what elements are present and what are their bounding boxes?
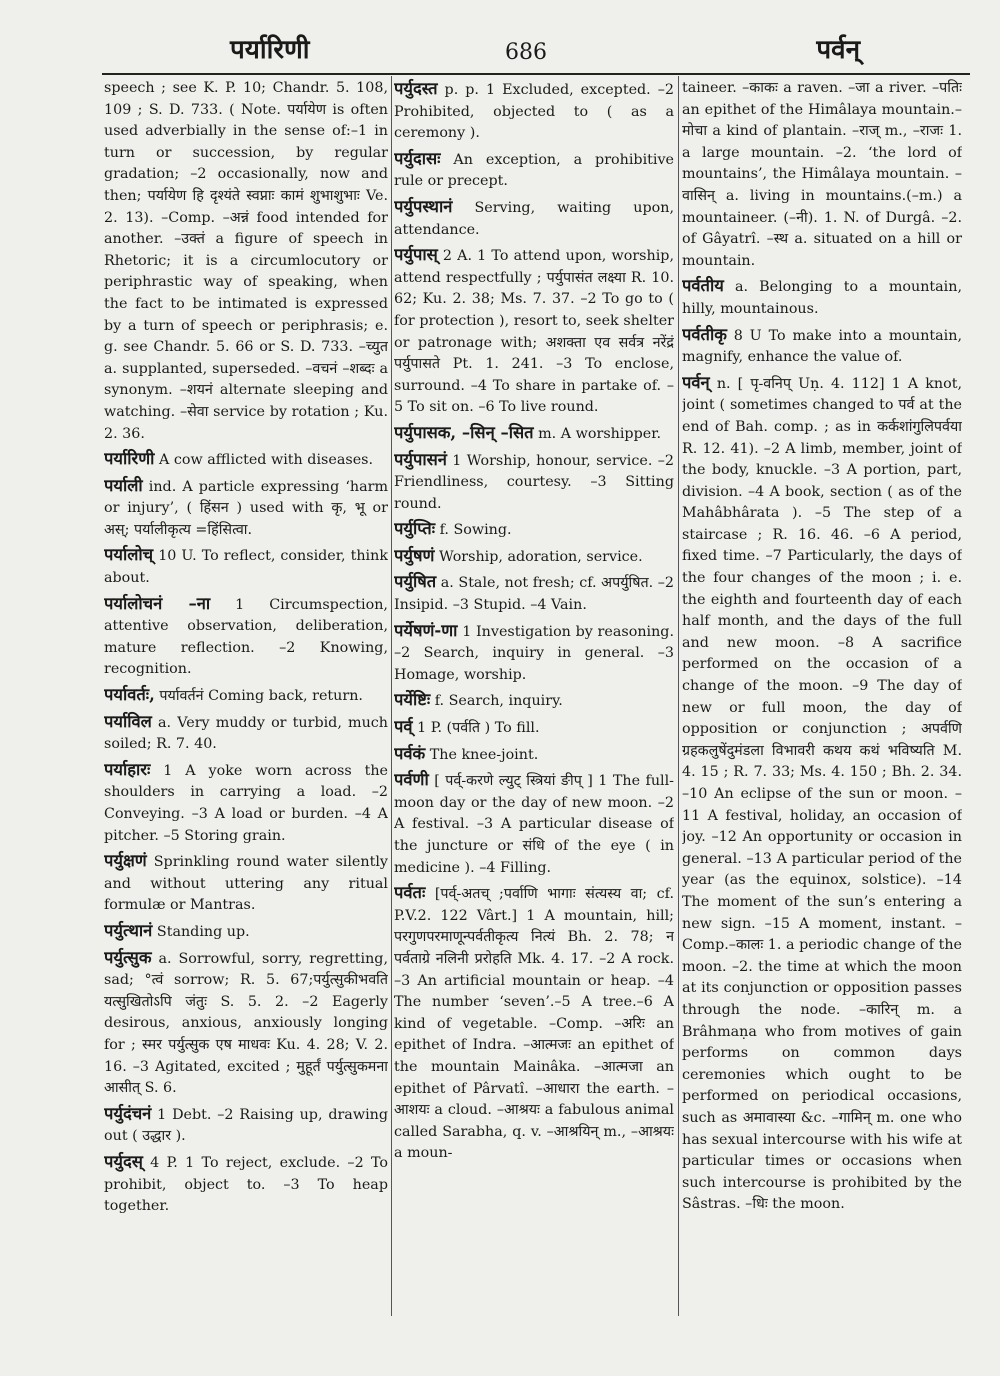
entry-definition: n. [ पृ-वनिप् Uṇ. 4. 112] 1 A knot, joint ( sometimes changed to पर्व at the end of Bah. comp. ; as in कर्कशांगुलिपर्वया R. 12. 41). –2 A limb, member, joint of the body, knuckle. –3 A portion, part, division. –4 A book, section ( as of the Mahâbhârata ). –5 The step of a staircase ; R. 16. 46. –6 A period, fixed time. –7 Particularly, the days of the four changes of the moon ; i. e. the eighth and fourteenth day of each half month, and the days of the full and new moon. –8 A sacrifice performed on the occasion of a change of the moon. –9 The day of new or full moon, the day of opposition or conjunction ; अपर्वणि ग्रहकलुषेंदुमंडला विभावरी कथय कथं भविष्यति M. 4. 15 ; R. 7. 33; Ms. 4. 150 ; Bh. 2. 34. –10 An eclipse of the sun or moon. –11 A festival, holiday, an occasion of joy. –12 An opportunity or occasion in general. –13 A particular period of the year (as the equinox, solstice). –14 The moment of the sun’s entering a new sign. –15 A moment, instant. –Comp.–कालः 1. a periodic change of the moon. –2. the time at which the moon at its conjunction or opposition passes through the node. –कारिन् m. a Brâhmaṇa who from motives of gain performs on common days ceremonies which ought to be performed on periodical occasions, such as अमावास्या &c. –गामिन् m. one who has sexual intercourse with his wife at particular times or occasions when such intercourse is prohibited by the Sâstras. –धिः the moon.: [682, 375, 962, 1213]
dictionary-entry: [104, 448, 388, 472]
entry-definition: Standing up.: [156, 923, 250, 940]
entry-definition: ind. A particle expressing ‘harm or injury’, ( हिंसन ) used with कृ, भू or अस्; पर्यालीकृत्य =हिंसित्वा.: [104, 478, 388, 538]
entry-definition: An exception, a prohibitive rule or precept.: [394, 151, 674, 190]
column-left: [104, 78, 388, 1314]
entry-definition: 8 U To make into a mountain, magnify, enhance the value of.: [682, 327, 962, 366]
entry-headword: पर्युषित: [394, 572, 437, 592]
entry-definition: speech ; see K. P. 10; Chandr. 5. 108, 109 ; S. D. 733. ( Note. पर्यायेण is often used adverbially in the sense of:–1 in turn or succession, by regular gradation; –2 occasionally, now and then; पर्यायेण हि दृश्यंते स्वप्नाः कामं शुभाशुभाः Ve. 2. 13). –Comp. –अन्नं food intended for another. –उक्तं a figure of speech in Rhetoric; it is a circumlocutory or periphrastic way of speaking, when the fact to be intimated is expressed by a turn of speech or periphrasis; e. g. see Chandr. 5. 66 or S. D. 733. –च्युत a. supplanted, superseded. –वचनं –शब्दः a synonym. –शयनं alternate sleeping and watching. –सेवा service by rotation ; Ku. 2. 36.: [104, 80, 388, 442]
entry-definition: 1 Investigation by reasoning. –2 Search, inquiry in general. –3 Homage, worship.: [394, 623, 674, 683]
entry-headword: पर्यालोच्: [104, 545, 154, 565]
entry-definition: f. Search, inquiry.: [434, 693, 563, 710]
entry-continuation: [104, 78, 388, 445]
entry-headword: पर्वतीय: [682, 276, 724, 296]
dictionary-entry: [394, 571, 674, 616]
entry-headword: पर्युक्षणं: [104, 851, 147, 871]
entry-definition: 2 A. 1 To attend upon, worship, attend respectfully ; पर्युपासंत लक्ष्या R. 10. 62; Ku. 2. 38; Ms. 7. 37. –2 To go to ( for protection ), resort to, seek shelter or patronage with; अशक्ता एव सर्वत्र नरेंद्रं पर्युपासते Pt. 1. 241. –3 To enclose, surround. –4 To share in partake of. –5 To sit on. –6 To live round.: [394, 248, 674, 416]
dictionary-entry: [394, 449, 674, 516]
entry-definition: Serving, waiting upon, attendance.: [394, 199, 674, 238]
dictionary-entry: [104, 920, 388, 944]
entry-headword: पर्याली: [104, 475, 143, 495]
dictionary-entry: [394, 689, 674, 713]
entry-headword: पर्याहारः: [104, 759, 151, 779]
entry-definition: a. Stale, not fresh; cf. अपर्युषित. –2 Insipid. –3 Stupid. –4 Vain.: [394, 575, 674, 614]
entry-definition: m. A worshipper.: [538, 425, 662, 442]
entry-definition: [पर्व्-अतच् ;पर्वाणि भागाः संत्यस्य वा; cf. P.V.2. 122 Vârt.] 1 A mountain, hill; परगुणपरमाणून्पर्वतीकृत्य नित्यं Bh. 2. 78; न पर्वताग्रे नलिनी प्ररोहति Mk. 4. 17. –2 A rock. –3 An artificial mountain or heap. –4 The number ‘seven’.–5 A tree.–6 A kind of vegetable. –Comp. –अरिः an epithet of Indra. –आत्मजः an epithet of the mountain Mainâka. –आत्मजा an epithet of Pârvatî. –आधारा the earth. –आशयः a cloud. –आश्रयः a fabulous animal called Sarabha, q. v. –आश्रयिन् m., –आश्रयः a moun-: [394, 886, 674, 1162]
entry-headword: पर्युदंचनं: [104, 1103, 152, 1123]
entry-definition: a. Sorrowful, sorry, regretting, sad; °त्वं sorrow; R. 5. 67;पर्युत्सुकीभवति यत्सुखितोऽपि जंतुः S. 5. 2. –2 Eagerly desirous, anxious, anxiously longing for ; स्मर पर्युत्सुक एष माधवः Ku. 4. 28; V. 2. 16. –3 Agitated, excited ; मुहूर्तं पर्युत्सुकमना आसीत् S. 6.: [104, 950, 388, 1097]
entry-headword: पर्येषणं-णा: [394, 620, 458, 640]
entry-definition: 1 Worship, honour, service. –2 Friendliness, courtesy. –3 Sitting round.: [394, 452, 674, 512]
entry-headword: पर्व्: [394, 717, 413, 737]
column-divider: [678, 76, 679, 1316]
entry-headword: पर्युत्सुक: [104, 947, 152, 967]
entry-headword: पर्युषणं: [394, 545, 435, 565]
dictionary-entry: [394, 148, 674, 193]
entry-headword: पर्युपासक, –सिन् –सित: [394, 422, 534, 442]
dictionary-entry: [394, 518, 674, 542]
entry-definition: f. Sowing.: [439, 522, 512, 539]
entry-continuation: [682, 78, 962, 272]
entry-definition: 1 Circumspection, attentive observation, deliberation, mature reflection. –2 Knowing, recognition.: [104, 596, 388, 678]
entry-headword: पर्यावर्तः,: [104, 685, 155, 705]
column-divider: [391, 76, 392, 1316]
page-number: 686: [505, 40, 547, 65]
dictionary-entry: [394, 422, 674, 446]
entry-definition: 1 Debt. –2 Raising up, drawing out ( उद्धार ).: [104, 1106, 388, 1145]
entry-definition: Worship, adoration, service.: [438, 548, 643, 565]
dictionary-entry: [104, 475, 388, 542]
dictionary-entry: [682, 324, 962, 369]
dictionary-entry: [104, 684, 388, 708]
entry-definition: [ पर्व्-करणे ल्युट् स्त्रियां ङीप् ] 1 The full-moon day or the day of new moon. –2 A festival. –3 A particular disease of the juncture or संधि of the eye ( in medicine ). –4 Filling.: [394, 773, 674, 876]
dictionary-entry: [394, 620, 674, 687]
entry-definition: A cow afflicted with diseases.: [159, 452, 374, 469]
entry-definition: a. Belonging to a mountain, hilly, mountainous.: [682, 279, 962, 317]
dictionary-entry: [104, 593, 388, 681]
dictionary-entry: [682, 372, 962, 1216]
entry-definition: p. p. 1 Excluded, excepted. –2 Prohibited, objected to ( as a ceremony ).: [394, 82, 674, 142]
entry-headword: पर्यालोचनं –ना: [104, 593, 211, 613]
entry-definition: taineer. –काकः a raven. –जा a river. –पतिः an epithet of the Himâlaya mountain.–मोचा a kind of plantain. –राज् m., –राजः 1. a large mountain. –2. ‘the lord of mountains’, the Himâlaya mountain. –वासिन् a. living in mountains.(–m.) a mountaineer. (–नी). 1. N. of Durgâ. –2. of Gâyatrî. –स्थ a. situated on a hill or mountain.: [682, 80, 962, 269]
entry-definition: 1 A yoke worn across the shoulders in carrying a load. –2 Conveying. –3 A load or burden. –4 A pitcher. –5 Storing grain.: [104, 762, 388, 844]
entry-headword: पर्वकं: [394, 743, 426, 763]
entry-headword: पर्युत्थानं: [104, 920, 153, 940]
entry-headword: पर्येष्टिः: [394, 690, 431, 710]
dictionary-entry: [104, 1103, 388, 1148]
dictionary-entry: [104, 850, 388, 917]
dictionary-entry: [394, 769, 674, 879]
dictionary-entry: [104, 947, 388, 1100]
entry-headword: पर्याविल: [104, 711, 152, 731]
dictionary-entry: [394, 545, 674, 569]
entry-definition: 4 P. 1 To reject, exclude. –2 To prohibit, object to. –3 To heap together.: [104, 1154, 388, 1215]
entry-headword: पर्युपस्थानं: [394, 196, 453, 216]
entry-definition: 10 U. To reflect, consider, think about.: [104, 548, 388, 587]
column-middle: [394, 78, 674, 1314]
entry-headword: पर्युदस्: [104, 1151, 143, 1171]
running-headword-left: पर्यारिणी: [230, 35, 310, 65]
dictionary-entry: [394, 196, 674, 241]
dictionary-entry: [104, 759, 388, 847]
entry-headword: पर्वन्: [682, 372, 710, 392]
entry-definition: 1 P. (पर्वति ) To fill.: [417, 720, 540, 737]
entry-headword: पर्युपासनं: [394, 449, 447, 469]
column-right: [682, 78, 962, 1314]
entry-definition: a. Very muddy or turbid, much soiled; R. 7. 40.: [104, 714, 388, 753]
dictionary-entry: [682, 275, 962, 320]
entry-definition: पर्यावर्तनं Coming back, return.: [159, 688, 363, 705]
dictionary-entry: [104, 544, 388, 589]
entry-headword: पर्वतः: [394, 883, 426, 903]
dictionary-entry: [104, 711, 388, 756]
entry-definition: Sprinkling round water silently and without uttering any ritual formulæ or Mantras.: [104, 854, 388, 914]
dictionary-entry: [104, 1151, 388, 1218]
entry-headword: पर्युदस्त: [394, 79, 438, 98]
entry-headword: पर्युपास्: [394, 245, 438, 265]
dictionary-entry: [394, 743, 674, 767]
dictionary-entry: [394, 78, 674, 145]
entry-definition: The knee-joint.: [429, 746, 539, 763]
entry-headword: पर्युदासः: [394, 148, 441, 168]
entry-headword: पर्युप्तिः: [394, 519, 436, 539]
entry-headword: पर्यारिणी: [104, 449, 155, 469]
header-rule: [102, 73, 970, 75]
running-headword-right: पर्वन्: [816, 35, 860, 65]
dictionary-entry: [394, 244, 674, 419]
dictionary-entry: [394, 882, 674, 1165]
page-header: [100, 26, 940, 66]
entry-headword: पर्वणी: [394, 770, 429, 790]
entry-headword: पर्वतीकृ: [682, 324, 727, 344]
dictionary-entry: [394, 716, 674, 740]
